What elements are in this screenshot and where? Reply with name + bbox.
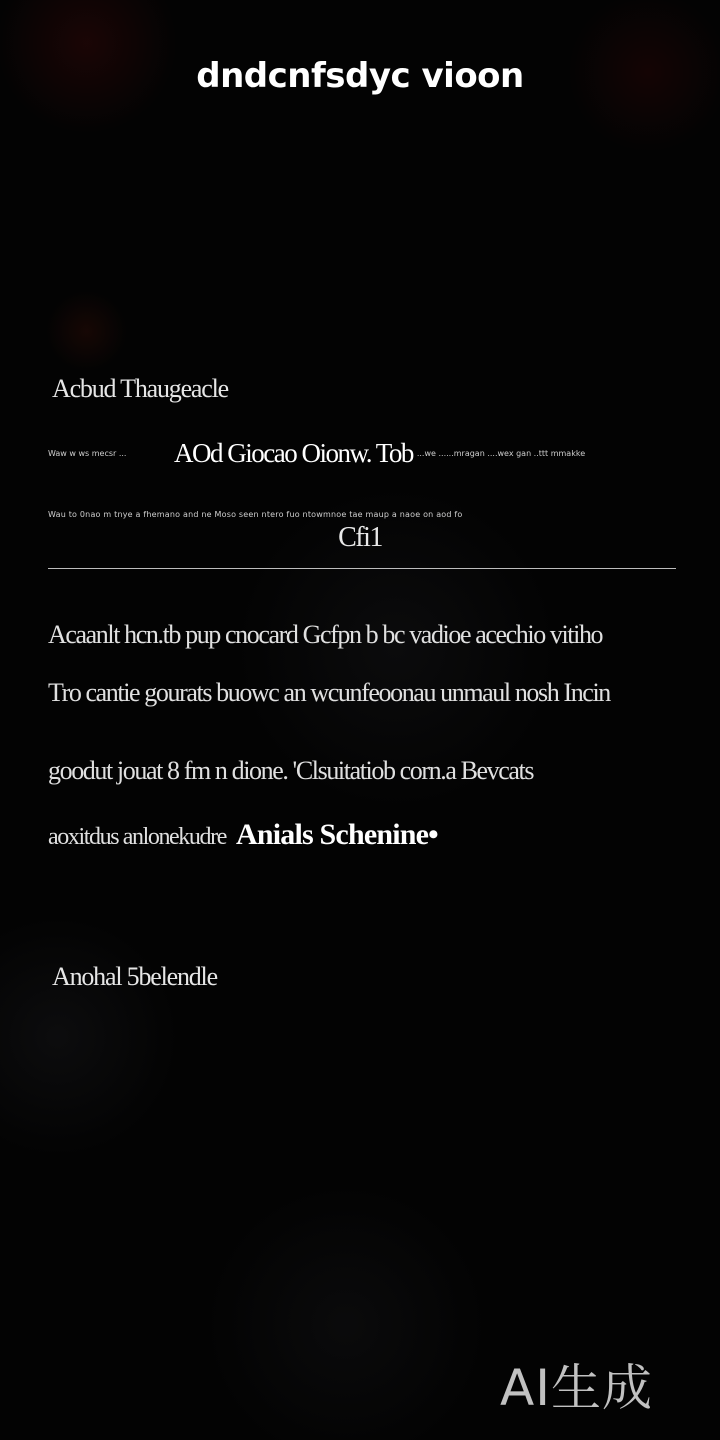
app-title: dndcnfsdyc vioon bbox=[196, 56, 524, 96]
body-line-4-prefix: aoxitdus anlonekudre bbox=[48, 824, 226, 850]
info-row-secondary bbox=[48, 506, 676, 522]
info-row bbox=[48, 436, 676, 470]
section-heading-2: Anohal 5belendle bbox=[52, 962, 217, 991]
info-row-secondary-text: Wau to 0nao m tnye a fhemano and ne Moso seen ntero fuo ntowmnoe tae maup a naoe on aod fo bbox=[48, 509, 463, 519]
body-line-4 bbox=[48, 818, 438, 852]
info-row-left-text: Waw w ws mecsr ... bbox=[48, 448, 127, 458]
section-heading-1: Acbud Thaugeacle bbox=[52, 374, 228, 403]
info-row-center-text: AOd Giocao Oionw. Tob bbox=[174, 437, 413, 468]
divider bbox=[48, 568, 676, 569]
body-line-1: Acaanlt hcn.tb pup cnocard Gcfpn b bc vadioe acechio vitiho bbox=[48, 620, 603, 649]
info-row-right-text: ...we ......mragan ....wex gan ..ttt mmakke bbox=[416, 448, 586, 458]
sub-label: Cfi1 bbox=[338, 522, 382, 553]
ai-generated-watermark: AI生成 bbox=[500, 1359, 653, 1417]
body-line-2: Tro cantie gourats buowc an wcunfeoonau unmaul nosh Incin bbox=[48, 678, 610, 707]
body-line-4-highlight: Anials Schenine• bbox=[235, 818, 438, 851]
body-line-3: goodut jouat 8 fm n dione. 'Clsuitatiob corn.a Bevcats bbox=[48, 756, 534, 785]
